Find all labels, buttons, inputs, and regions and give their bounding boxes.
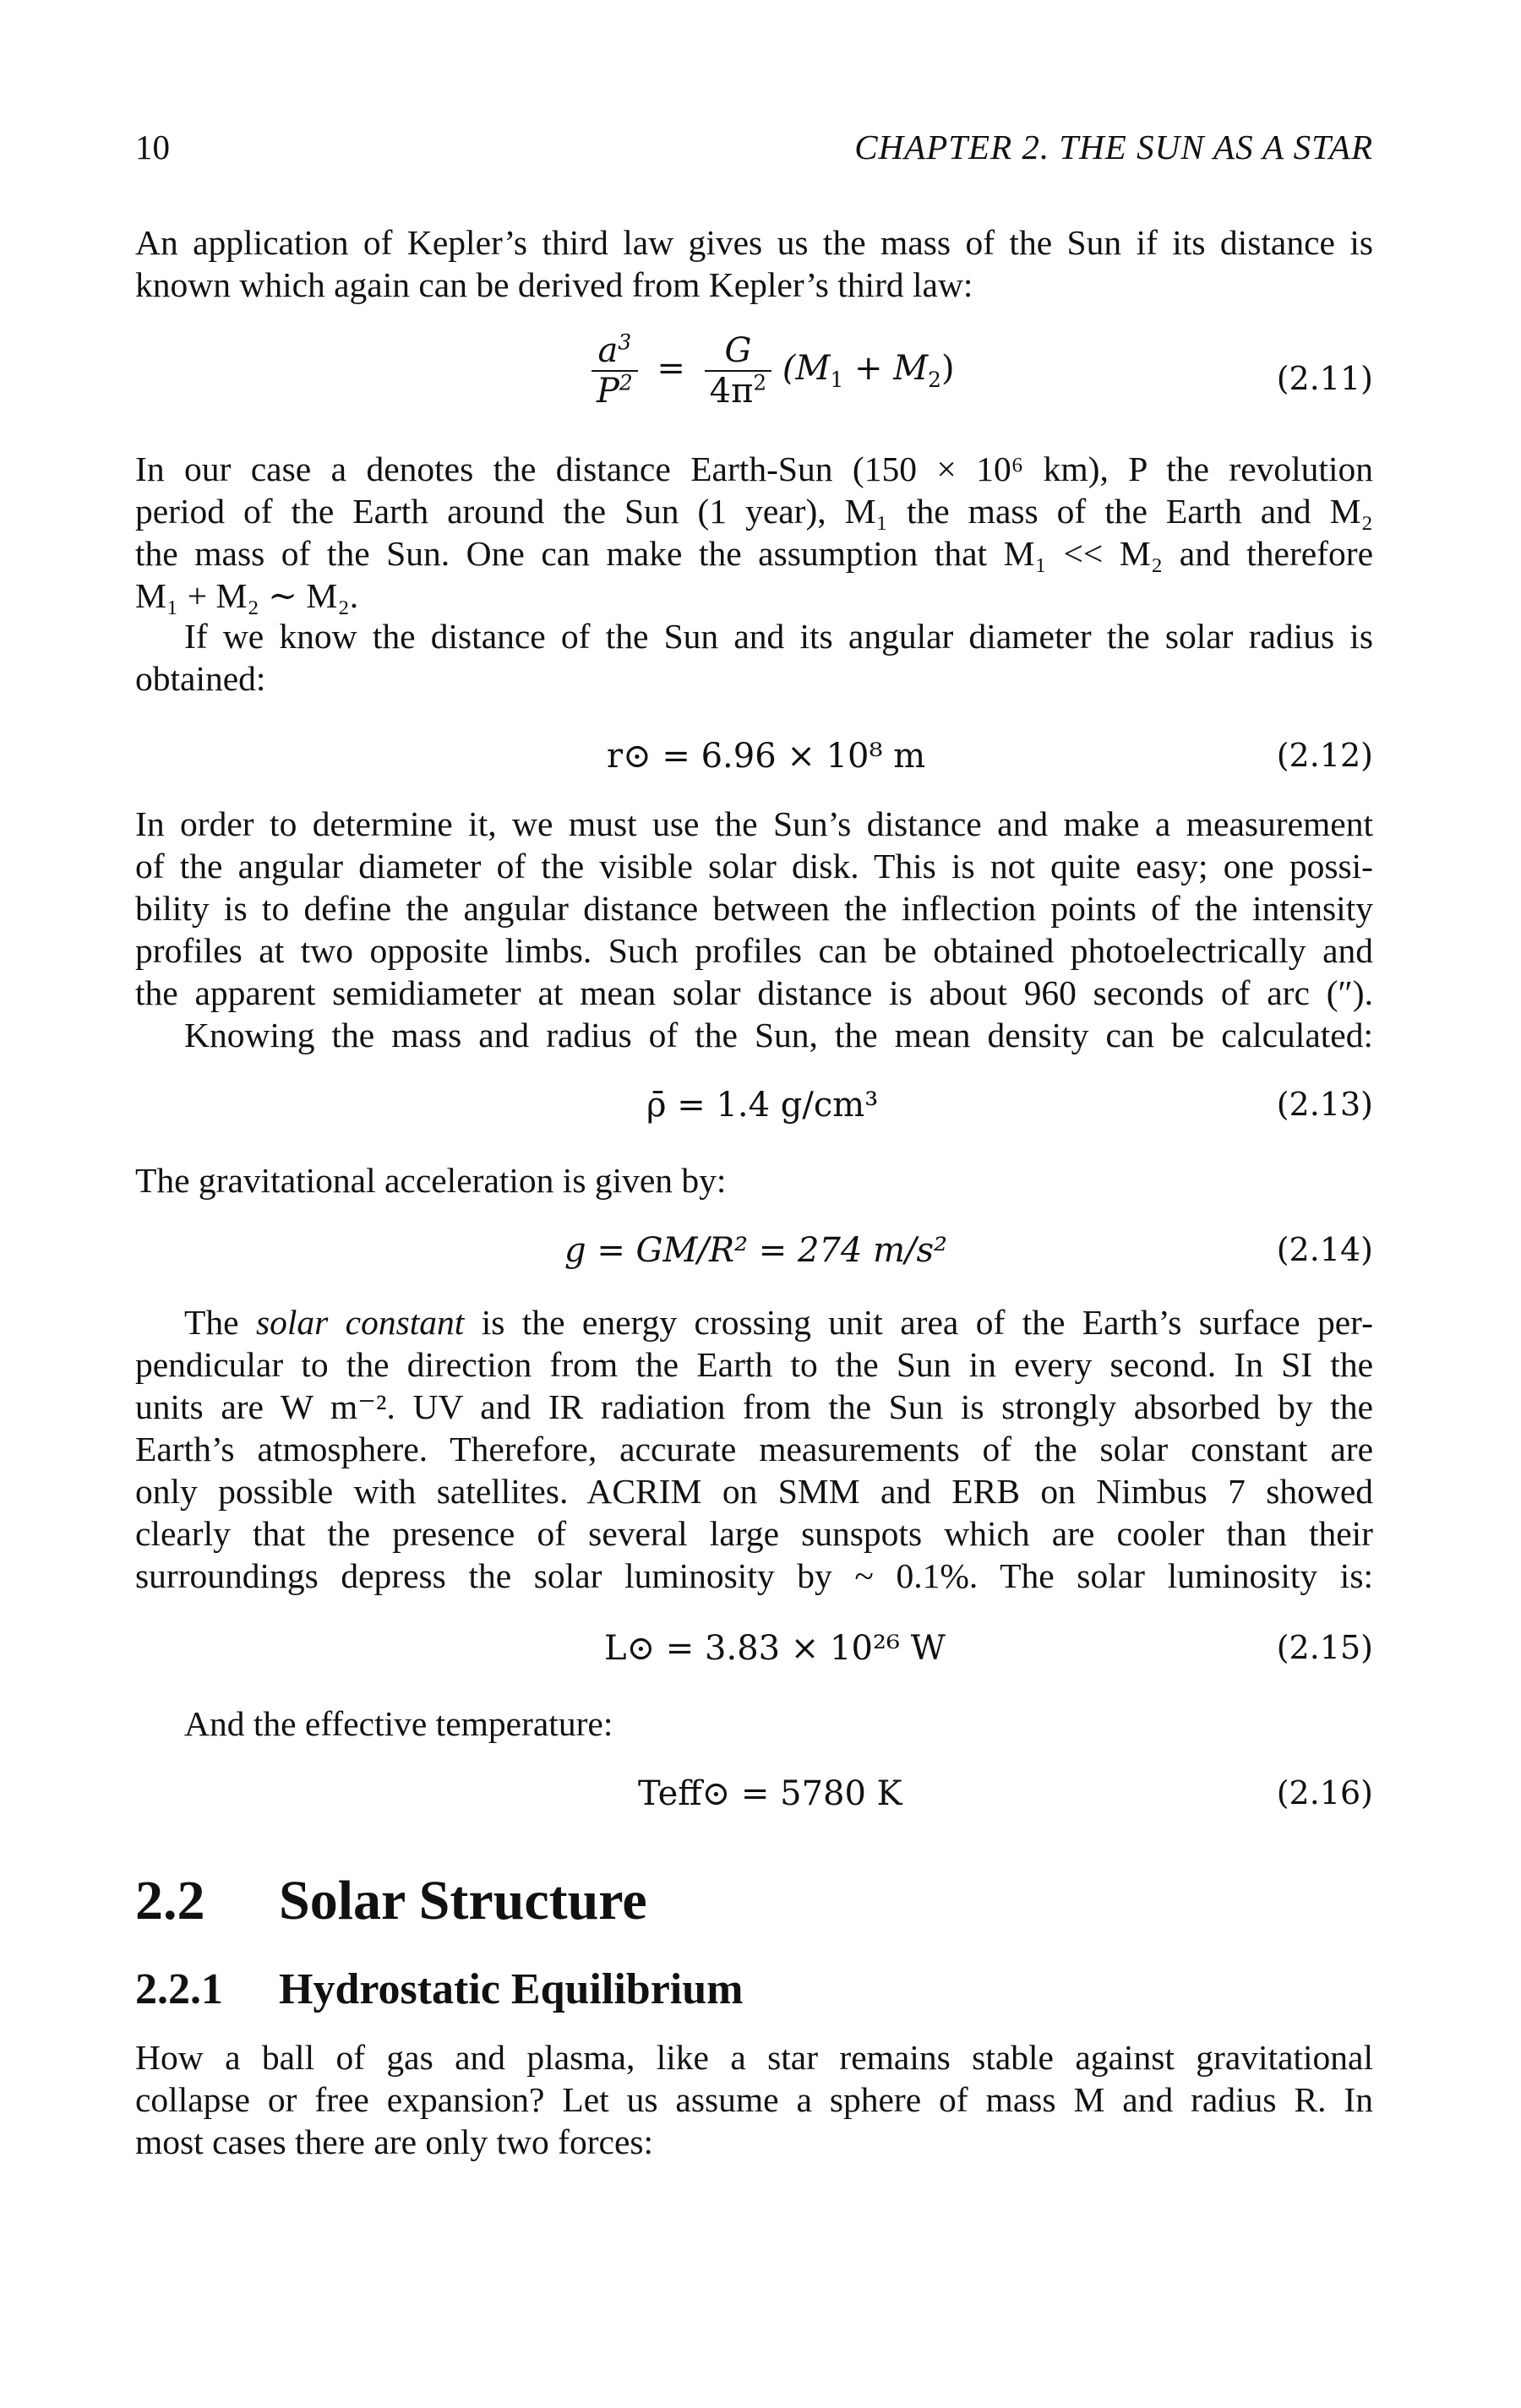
equation-body: r⊙ = 6.96 × 10⁸ m <box>607 737 926 776</box>
paragraph-angular-diameter <box>135 803 1373 1014</box>
exp: 3 <box>618 330 632 355</box>
subsection-title: Hydrostatic Equilibrium <box>279 1965 744 2013</box>
equation-2-12 <box>135 737 1373 796</box>
text-line: The gravitational acceleration is given by: <box>135 1161 727 1200</box>
page-number: 10 <box>135 128 170 166</box>
rhs-open: (M <box>782 349 831 388</box>
equation-2-11 <box>135 331 1373 424</box>
running-header <box>135 127 1373 177</box>
var-p: P <box>597 372 619 411</box>
fraction-g-4pi2 <box>705 331 772 411</box>
subsection-number: 2.2.1 <box>135 1965 223 2013</box>
equation-number: (2.11) <box>1276 360 1373 397</box>
equation-number: (2.13) <box>1276 1086 1373 1123</box>
text-line: pendicular to the direction from the Earth to the Sun in every second. In SI the <box>135 1345 1373 1384</box>
text-line: period of the Earth around the Sun (1 year), M₁ the mass of the Earth and M₂ <box>135 492 1373 531</box>
paragraph-effective-temperature <box>184 1702 1373 1745</box>
text-line: M₁ + M₂ ∼ M₂. <box>135 576 359 615</box>
text-run: The <box>184 1303 256 1342</box>
text-line: of the angular diameter of the visible solar disk. This is not quite easy; one possi- <box>135 847 1373 885</box>
equation-2-15 <box>135 1629 1373 1688</box>
equation-2-16 <box>135 1774 1373 1833</box>
paragraph-solar-radius <box>135 615 1373 700</box>
equation-2-14 <box>135 1231 1373 1290</box>
text-line: most cases there are only two forces: <box>135 2122 654 2161</box>
rhs-close: ) <box>940 349 955 388</box>
text-line: profiles at two opposite limbs. Such profiles can be obtained photoelectrically and <box>135 931 1373 970</box>
text-line: bility is to define the angular distance between the inflection points of the intensity <box>135 889 1373 928</box>
paragraph-solar-constant <box>135 1301 1373 1597</box>
text-line: surroundings depress the solar luminosity by ~ 0.1%. The solar luminosity is: <box>135 1556 1373 1595</box>
exp: 2 <box>753 370 767 395</box>
equation-body <box>592 331 955 411</box>
rhs-plus: + M <box>843 349 929 388</box>
text-line: How a ball of gas and plasma, like a star remains stable against gravitational <box>135 2038 1373 2077</box>
equals-sign: = <box>657 349 685 388</box>
paragraph-hydrostatic <box>135 2036 1373 2163</box>
text-line: only possible with satellites. ACRIM on SMM and ERB on Nimbus 7 showed <box>135 1472 1373 1511</box>
paragraph-kepler-variables <box>135 448 1373 617</box>
exp: 2 <box>619 370 633 395</box>
equation-number: (2.14) <box>1276 1231 1373 1268</box>
four-pi: 4π <box>709 372 754 411</box>
equation-body: Teff⊙ = 5780 K <box>638 1774 902 1813</box>
text-line: known which again can be derived from Kepler’s third law: <box>135 265 973 304</box>
text-line <box>135 1301 1373 1343</box>
fraction-a3-p2 <box>592 331 638 411</box>
text-line: units are W m⁻². UV and IR radiation from the Sun is strongly absorbed by the <box>135 1387 1373 1426</box>
text-line: And the effective temperature: <box>184 1704 613 1743</box>
text-line: the apparent semidiameter at mean solar distance is about 960 seconds of arc (″). <box>135 973 1373 1012</box>
text-line: An application of Kepler’s third law gives us the mass of the Sun if its distance is <box>135 223 1373 262</box>
sub: 2 <box>928 368 941 392</box>
text-line: If we know the distance of the Sun and its angular diameter the solar radius is <box>184 617 1373 656</box>
var-g: G <box>705 331 772 372</box>
text-line: Earth’s atmosphere. Therefore, accurate measurements of the solar constant are <box>135 1430 1373 1468</box>
chapter-title: CHAPTER 2. THE SUN AS A STAR <box>854 128 1373 166</box>
equation-body: g = GM/R² = 274 m/s² <box>564 1231 948 1270</box>
term-solar-constant: solar constant <box>255 1303 465 1342</box>
text-run: is the energy crossing unit area of the Earth’s surface per- <box>464 1303 1373 1342</box>
text-line: obtained: <box>135 659 266 698</box>
text-line: In our case a denotes the distance Earth-Sun (150 × 10⁶ km), P the revolution <box>135 449 1373 488</box>
equation-number: (2.16) <box>1276 1774 1373 1811</box>
section-heading <box>135 1869 647 1933</box>
text-line: the mass of the Sun. One can make the assumption that M₁ << M₂ and therefore <box>135 534 1373 573</box>
paragraph-kepler-intro <box>135 221 1373 306</box>
paragraph-density-intro <box>184 1014 1373 1056</box>
section-title: Solar Structure <box>279 1870 647 1931</box>
equation-body: ρ̄ = 1.4 g/cm³ <box>646 1086 879 1125</box>
var-a: a <box>597 331 619 370</box>
equation-number: (2.15) <box>1276 1629 1373 1666</box>
text-line: Knowing the mass and radius of the Sun, the mean density can be calculated: <box>184 1016 1373 1054</box>
paragraph-gravity-intro <box>135 1159 1373 1201</box>
equation-2-13 <box>135 1086 1373 1145</box>
equation-body: L⊙ = 3.83 × 10²⁶ W <box>604 1629 946 1668</box>
text-line: collapse or free expansion? Let us assume a sphere of mass M and radius R. In <box>135 2080 1373 2119</box>
text-line: clearly that the presence of several large sunspots which are cooler than their <box>135 1514 1373 1553</box>
sub: 1 <box>830 368 844 392</box>
subsection-heading <box>135 1964 743 2014</box>
equation-number: (2.12) <box>1276 737 1373 774</box>
text-line: In order to determine it, we must use the Sun’s distance and make a measurement <box>135 804 1373 843</box>
section-number: 2.2 <box>135 1870 205 1931</box>
